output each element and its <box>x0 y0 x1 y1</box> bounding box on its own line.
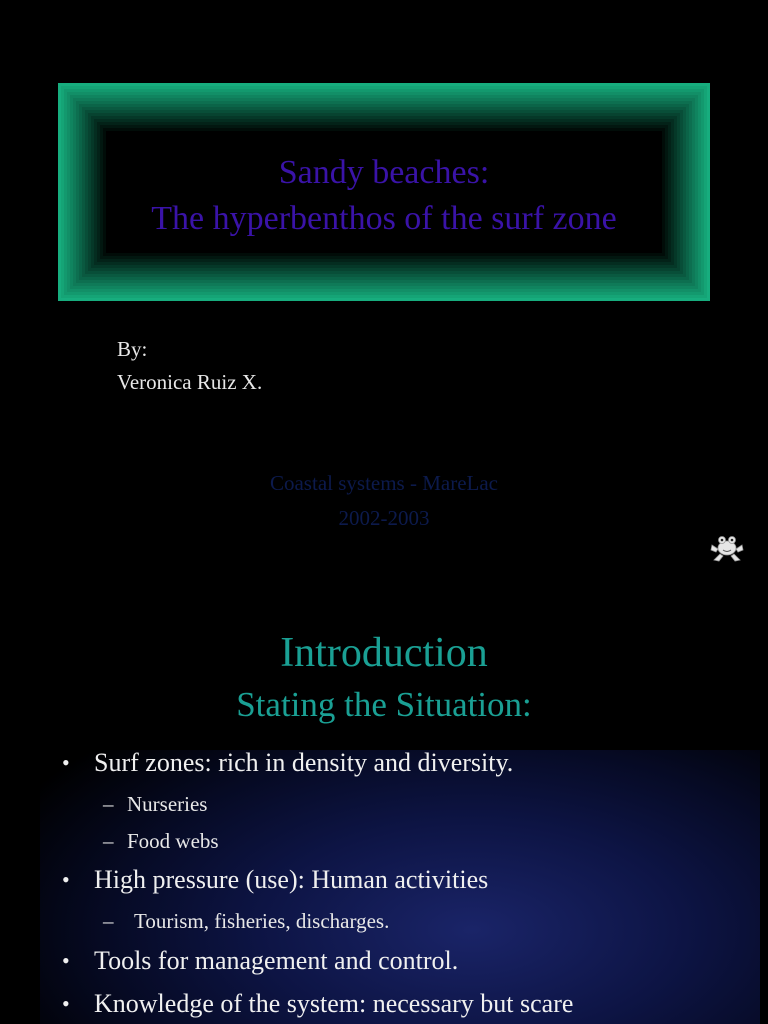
bullet-text: Knowledge of the system: necessary but scare <box>94 989 574 1018</box>
bullet-icon: • <box>62 750 70 775</box>
slide-subtitle: Stating the Situation: <box>236 685 532 724</box>
dash-icon: – <box>103 792 114 816</box>
bullet-icon: • <box>62 867 70 892</box>
course-block <box>0 466 768 536</box>
frog-icon <box>710 531 744 563</box>
title-line-2: The hyperbenthos of the surf zone <box>151 200 617 237</box>
bullet-icon: • <box>62 948 70 973</box>
introduction-slide <box>0 600 768 1024</box>
author-name: Veronica Ruiz X. <box>117 370 263 394</box>
dash-icon: – <box>103 909 114 933</box>
author-block <box>117 333 262 399</box>
course-year: 2002-2003 <box>338 506 430 530</box>
course-name: Coastal systems - MareLac <box>269 471 499 495</box>
sub-bullet-text: Tourism, fisheries, discharges. <box>134 909 390 933</box>
sub-bullet-text: Nurseries <box>127 792 208 816</box>
dash-icon: – <box>103 829 114 853</box>
slide-title: Introduction <box>280 630 488 676</box>
sub-bullet-text: Food webs <box>127 829 219 853</box>
bullet-text: Tools for management and control. <box>94 946 459 975</box>
bullet-text: Surf zones: rich in density and diversity. <box>94 748 514 777</box>
bullet-icon: • <box>62 991 70 1016</box>
bullet-text: High pressure (use): Human activities <box>94 865 489 894</box>
slide-title <box>0 150 768 242</box>
title-line-1: Sandy beaches: <box>278 154 490 191</box>
by-label: By: <box>117 337 148 361</box>
